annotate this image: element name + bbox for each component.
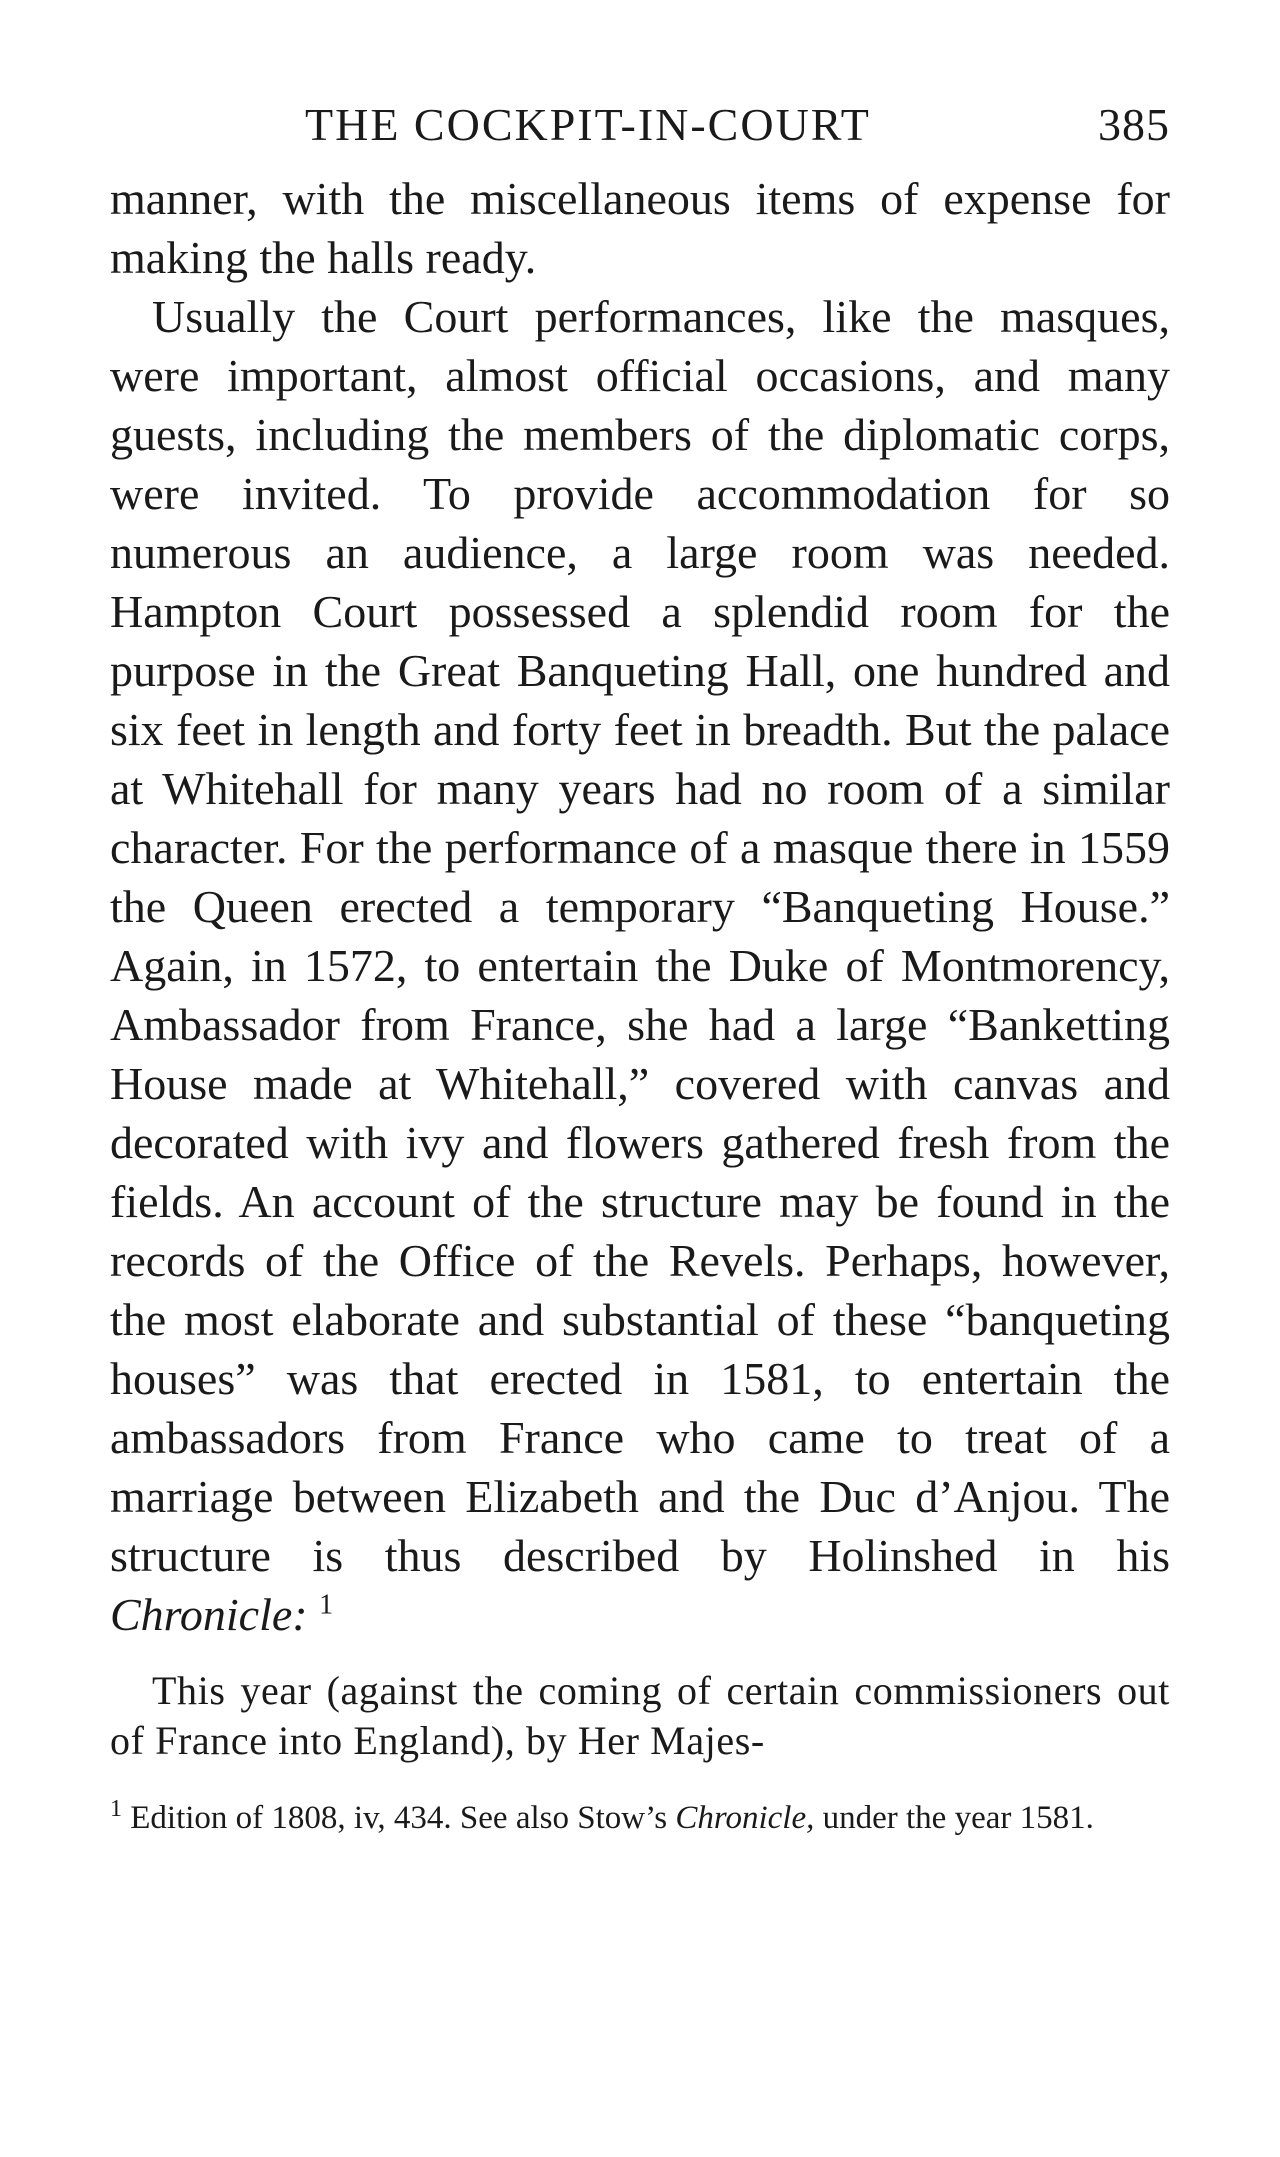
paragraph-banqueting-houses bbox=[110, 287, 1170, 1644]
running-title: THE COCKPIT-IN-COURT bbox=[305, 99, 871, 150]
paragraph-banqueting-houses-text: Usually the Court performances, like the masques, were important, almost official occasions, and many guests, including the members of the diplomatic corps, were invited. To provide accommodation for so numerous an audience, a large room was needed. Hampton Court possessed a splendid room for the purpose in the Great Banqueting Hall, one hundred and six feet in length and forty feet in breadth. But the palace at Whitehall for many years had no room of a similar character. For the performance of a masque there in 1559 the Queen erected a temporary “Banqueting House.” Again, in 1572, to entertain the Duke of Montmorency, Ambassador from France, she had a large “Banketting House made at Whitehall,” covered with canvas and decorated with ivy and flowers gathered fresh from the fields. An account of the structure may be found in the records of the Office of the Revels. Perhaps, however, the most elaborate and substantial of these “banqueting houses” was that erected in 1581, to entertain the ambassadors from France who came to treat of a marriage between Elizabeth and the Duc d’Anjou. The structure is thus described by Holinshed in his bbox=[110, 291, 1170, 1581]
paragraph-continuation: manner, with the miscellaneous items of expense for making the halls ready. bbox=[110, 173, 1170, 283]
footnote-reference: 1 bbox=[319, 1589, 334, 1621]
chronicle-title: Chronicle: bbox=[110, 1589, 308, 1640]
footnote-marker: 1 bbox=[110, 1796, 122, 1822]
footnote-italic-title: Chronicle, bbox=[675, 1800, 815, 1836]
book-page bbox=[110, 95, 1170, 1840]
block-quote: This year (against the coming of certain commissioners out of France into England), by Her Majes- bbox=[110, 1668, 1170, 1763]
footnote-text-before: Edition of 1808, iv, 434. See also Stow’s bbox=[130, 1800, 668, 1836]
running-head bbox=[110, 95, 1170, 165]
footnote bbox=[110, 1796, 1170, 1840]
page-number: 385 bbox=[1098, 99, 1170, 150]
footnote-text-after: under the year 1581. bbox=[822, 1800, 1094, 1836]
